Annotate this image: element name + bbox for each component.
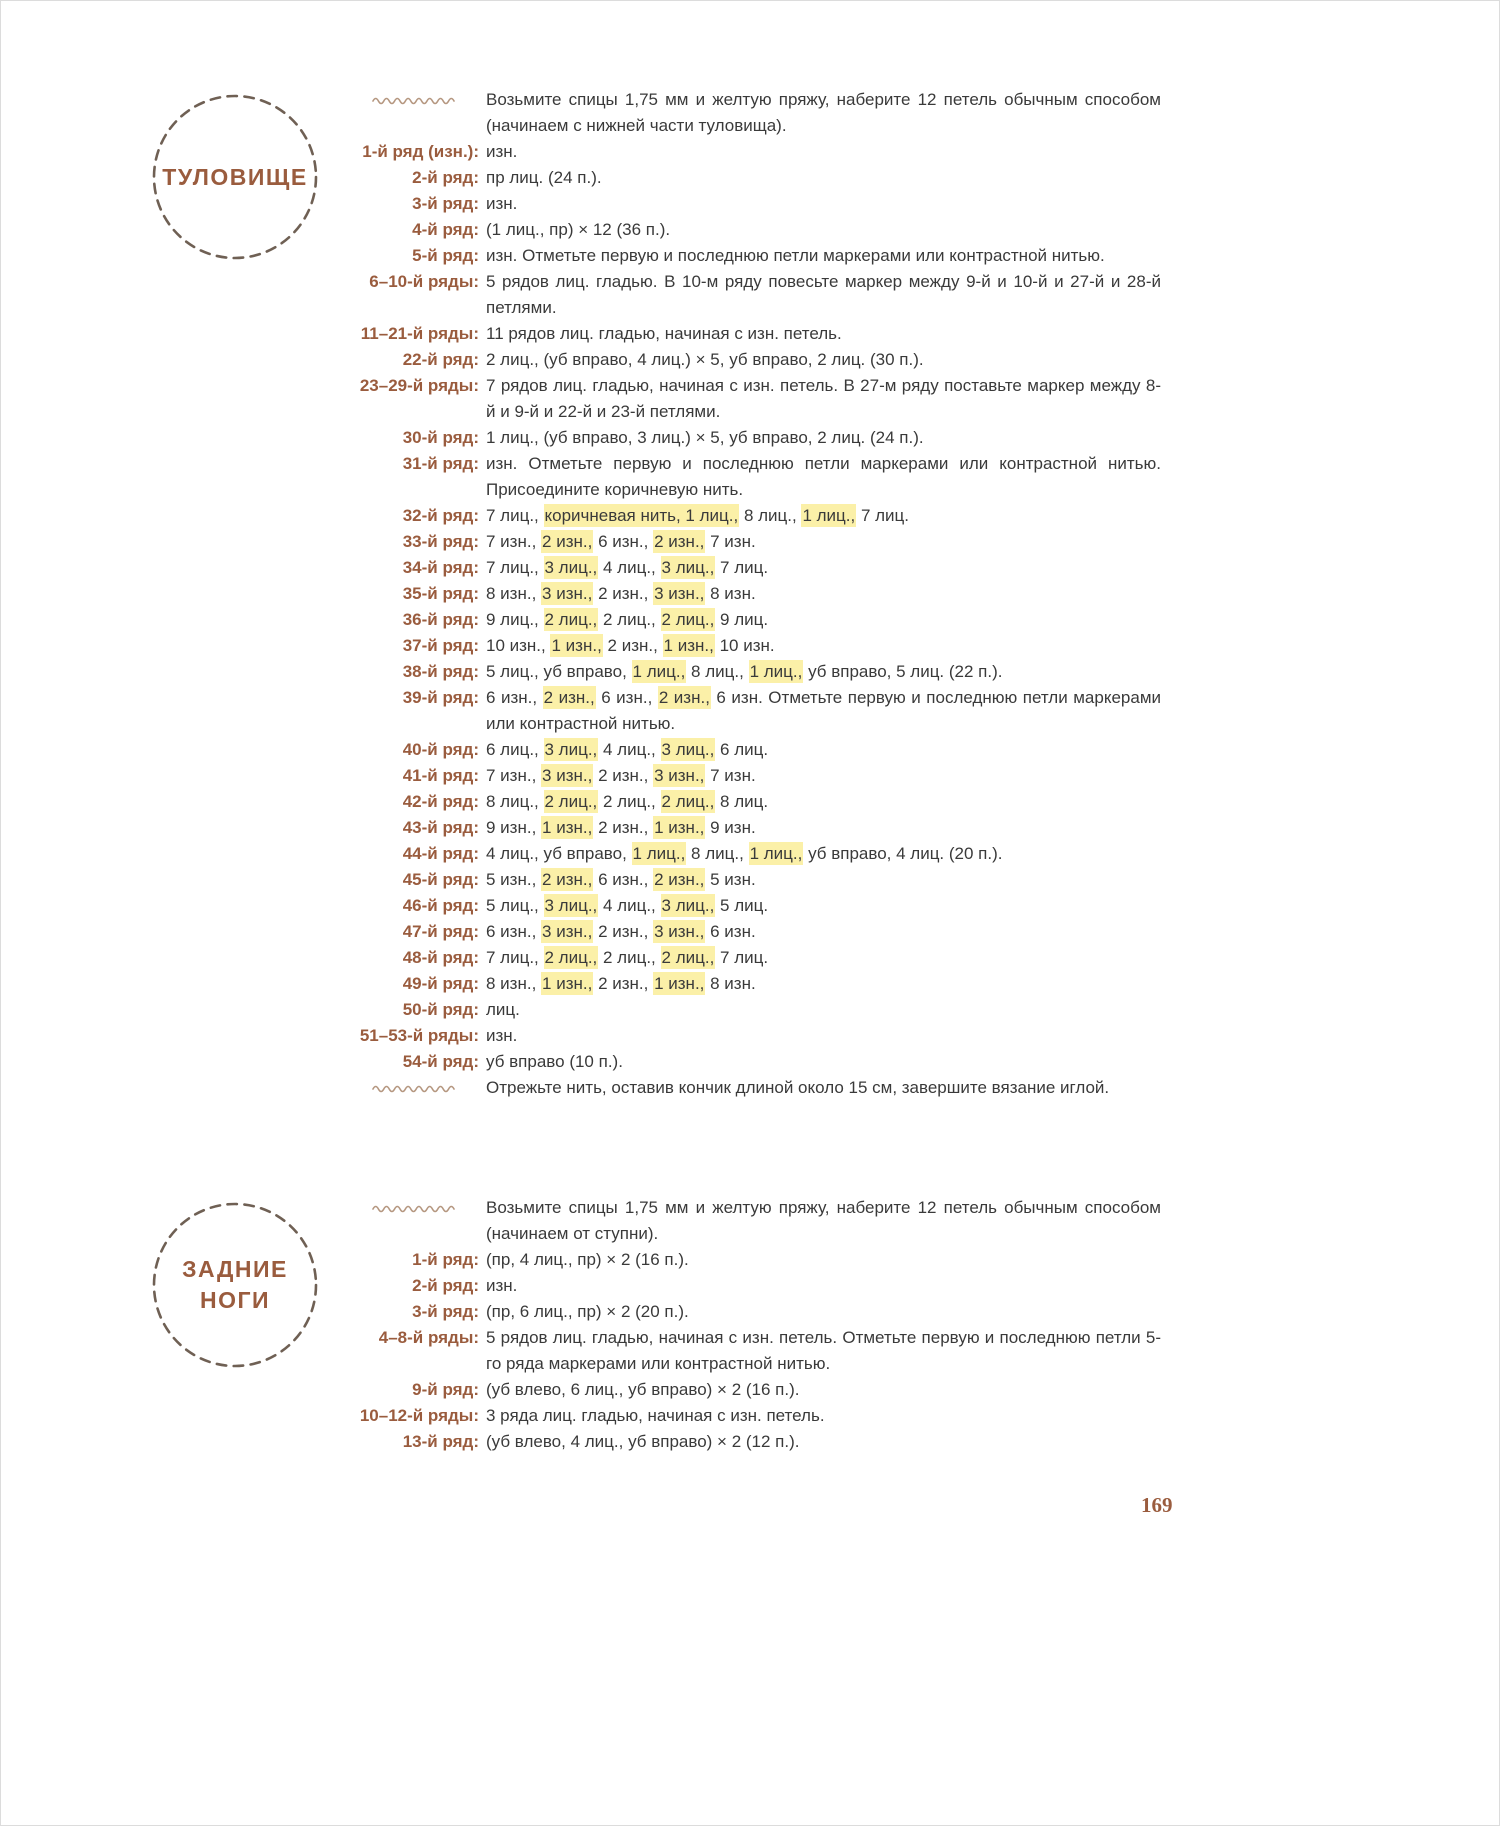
instruction-row [359, 139, 1161, 165]
row-label: 1-й ряд: [412, 1250, 479, 1269]
highlighted-stitches: 2 лиц., [661, 792, 715, 811]
row-instruction: 8 изн., 1 изн., 2 изн., 1 изн., 8 изн. [486, 974, 756, 993]
instruction-row [359, 1403, 1161, 1429]
highlighted-stitches: 2 изн., [542, 532, 593, 551]
row-instruction: (пр, 4 лиц., пр) × 2 (16 п.). [486, 1250, 689, 1269]
instruction-row [359, 1075, 1161, 1101]
row-instruction: 9 изн., 1 изн., 2 изн., 1 изн., 9 изн. [486, 818, 756, 837]
row-instruction: 7 рядов лиц. гладью, начиная с изн. петель. В 27-м ряду поставьте маркер между 8-й и 9-й и 22-й и 23-й петлями. [486, 376, 1161, 421]
row-instruction: 10 изн., 1 изн., 2 изн., 1 изн., 10 изн. [486, 636, 775, 655]
instruction-row [359, 1429, 1161, 1455]
row-instruction: 5 лиц., 3 лиц., 4 лиц., 3 лиц., 5 лиц. [486, 896, 769, 915]
row-instruction: изн. [486, 1026, 518, 1045]
row-label: 48-й ряд: [402, 948, 479, 967]
wave-cell [359, 87, 479, 113]
row-instruction: 5 рядов лиц. гладью. В 10-м ряду повесьте маркер между 9-й и 10-й и 27-й и 28-й петлями. [486, 272, 1161, 317]
row-label: 23–29-й ряды: [359, 376, 479, 395]
instruction-row [359, 997, 1161, 1023]
pattern-section-back-legs [1, 1195, 1499, 1455]
row-label: 3-й ряд: [412, 1302, 479, 1321]
instruction-row [359, 243, 1161, 269]
highlighted-stitches: 3 изн., [654, 584, 705, 603]
row-instruction: (уб влево, 6 лиц., уб вправо) × 2 (16 п.). [486, 1380, 800, 1399]
instruction-row [359, 581, 1161, 607]
row-instruction: (пр, 6 лиц., пр) × 2 (20 п.). [486, 1302, 689, 1321]
highlighted-stitches: 1 лиц., [802, 506, 856, 525]
section-title-line: НОГИ [199, 1287, 271, 1313]
row-label: 6–10-й ряды: [369, 272, 479, 291]
instruction-row [359, 1325, 1161, 1377]
row-instruction: 7 лиц., 2 лиц., 2 лиц., 2 лиц., 7 лиц. [486, 948, 769, 967]
row-instruction: 6 изн., 2 изн., 6 изн., 2 изн., 6 изн. Отметьте первую и последнюю петли маркерами или контрастной нитью. [486, 688, 1161, 733]
highlighted-stitches: 3 изн., [542, 766, 593, 785]
instruction-row [359, 1299, 1161, 1325]
highlighted-stitches: 3 изн., [654, 922, 705, 941]
instruction-row [359, 841, 1161, 867]
highlighted-stitches: 3 лиц., [544, 896, 598, 915]
row-label: 13-й ряд: [402, 1432, 479, 1451]
row-label: 50-й ряд: [402, 1000, 479, 1019]
highlighted-stitches: 3 изн., [542, 922, 593, 941]
row-instruction: 9 лиц., 2 лиц., 2 лиц., 2 лиц., 9 лиц. [486, 610, 769, 629]
row-label: 47-й ряд: [402, 922, 479, 941]
row-instruction: 6 изн., 3 изн., 2 изн., 3 изн., 6 изн. [486, 922, 756, 941]
instruction-row [359, 685, 1161, 737]
row-instruction: 5 рядов лиц. гладью, начиная с изн. петель. Отметьте первую и последнюю петли 5-го ряда маркерами или контрастной нитью. [486, 1328, 1161, 1373]
row-label: 4-й ряд: [412, 220, 479, 239]
row-label: 46-й ряд: [402, 896, 479, 915]
instruction-row [359, 1273, 1161, 1299]
wave-divider-icon [371, 1202, 457, 1214]
row-instruction: 11 рядов лиц. гладью, начиная с изн. петель. [486, 324, 842, 343]
instruction-row [359, 503, 1161, 529]
row-instruction: 5 лиц., уб вправо, 1 лиц., 8 лиц., 1 лиц., уб вправо, 5 лиц. (22 п.). [486, 662, 1003, 681]
row-label: 39-й ряд: [402, 688, 479, 707]
highlighted-stitches: 1 изн., [542, 818, 593, 837]
page-number: 169 [1141, 1493, 1173, 1517]
highlighted-stitches: 1 изн., [654, 818, 705, 837]
instruction-row [359, 321, 1161, 347]
instruction-row [359, 945, 1161, 971]
row-instruction: Отрежьте нить, оставив кончик длиной около 15 см, завершите вязание иглой. [486, 1078, 1110, 1097]
highlighted-stitches: 2 лиц., [544, 792, 598, 811]
section-title [151, 93, 319, 261]
highlighted-stitches: 1 изн., [551, 636, 602, 655]
highlighted-stitches: 3 изн., [542, 584, 593, 603]
row-instruction: пр лиц. (24 п.). [486, 168, 602, 187]
row-instruction: 7 изн., 2 изн., 6 изн., 2 изн., 7 изн. [486, 532, 756, 551]
row-instruction: 5 изн., 2 изн., 6 изн., 2 изн., 5 изн. [486, 870, 756, 889]
wave-divider-icon [371, 94, 457, 106]
highlighted-stitches: 1 лиц., [632, 844, 686, 863]
row-instruction: 3 ряда лиц. гладью, начиная с изн. петель. [486, 1406, 825, 1425]
highlighted-stitches: 2 изн., [658, 688, 710, 707]
highlighted-stitches: 3 лиц., [544, 558, 598, 577]
row-instruction: Возьмите спицы 1,75 мм и желтую пряжу, наберите 12 петель обычным способом (начинаем от ступни). [486, 1198, 1161, 1243]
wave-cell [359, 1195, 479, 1221]
row-instruction: 8 лиц., 2 лиц., 2 лиц., 2 лиц., 8 лиц. [486, 792, 769, 811]
section-title-line: ЗАДНИЕ [182, 1256, 288, 1282]
section-badge [151, 93, 319, 261]
highlighted-stitches: 2 изн., [654, 532, 705, 551]
instruction-row [359, 555, 1161, 581]
highlighted-stitches: 1 изн., [542, 974, 593, 993]
section-title [151, 1201, 319, 1369]
instruction-row [359, 893, 1161, 919]
instruction-row [359, 529, 1161, 555]
instruction-row [359, 217, 1161, 243]
section-badge [151, 1201, 319, 1369]
highlighted-stitches: 2 изн., [543, 688, 595, 707]
highlighted-stitches: 3 лиц., [661, 558, 715, 577]
highlighted-stitches: 1 лиц., [749, 662, 803, 681]
row-instruction: Возьмите спицы 1,75 мм и желтую пряжу, наберите 12 петель обычным способом (начинаем с нижней части туловища). [486, 90, 1161, 135]
row-label: 37-й ряд: [402, 636, 479, 655]
instruction-row [359, 1049, 1161, 1075]
row-label: 33-й ряд: [402, 532, 479, 551]
row-label: 30-й ряд: [402, 428, 479, 447]
row-label: 34-й ряд: [402, 558, 479, 577]
row-label: 22-й ряд: [402, 350, 479, 369]
instruction-row [359, 1195, 1161, 1247]
row-instruction: 8 изн., 3 изн., 2 изн., 3 изн., 8 изн. [486, 584, 756, 603]
wave-divider-icon [371, 1082, 457, 1094]
row-instruction: изн. [486, 142, 518, 161]
highlighted-stitches: 2 изн., [654, 870, 705, 889]
instruction-row [359, 165, 1161, 191]
highlighted-stitches: 2 лиц., [661, 948, 715, 967]
instruction-row [359, 815, 1161, 841]
highlighted-stitches: 3 лиц., [661, 740, 715, 759]
highlighted-stitches: коричневая нить, 1 лиц., [544, 506, 739, 525]
instruction-row [359, 659, 1161, 685]
instruction-row [359, 633, 1161, 659]
instruction-row [359, 451, 1161, 503]
row-label: 5-й ряд: [412, 246, 479, 265]
row-label: 1-й ряд (изн.): [362, 142, 479, 161]
pattern-section-body [1, 87, 1499, 1101]
row-label: 41-й ряд: [402, 766, 479, 785]
row-label: 2-й ряд: [412, 1276, 479, 1295]
highlighted-stitches: 2 лиц., [661, 610, 715, 629]
highlighted-stitches: 3 лиц., [661, 896, 715, 915]
row-instruction: 4 лиц., уб вправо, 1 лиц., 8 лиц., 1 лиц., уб вправо, 4 лиц. (20 п.). [486, 844, 1003, 863]
row-instruction: (уб влево, 4 лиц., уб вправо) × 2 (12 п.). [486, 1432, 800, 1451]
instruction-row [359, 269, 1161, 321]
wave-cell [359, 1075, 479, 1101]
row-instruction: 1 лиц., (уб вправо, 3 лиц.) × 5, уб вправо, 2 лиц. (24 п.). [486, 428, 924, 447]
row-label: 45-й ряд: [402, 870, 479, 889]
row-instruction: изн. Отметьте первую и последнюю петли маркерами или контрастной нитью. [486, 246, 1105, 265]
instruction-rows [359, 1195, 1161, 1455]
row-label: 32-й ряд: [402, 506, 479, 525]
highlighted-stitches: 2 изн., [542, 870, 593, 889]
row-label: 38-й ряд: [402, 662, 479, 681]
highlighted-stitches: 1 лиц., [749, 844, 803, 863]
instruction-row [359, 347, 1161, 373]
row-instruction: уб вправо (10 п.). [486, 1052, 623, 1071]
highlighted-stitches: 2 лиц., [544, 948, 598, 967]
instruction-row [359, 373, 1161, 425]
highlighted-stitches: 1 изн., [663, 636, 714, 655]
row-instruction: лиц. [486, 1000, 520, 1019]
row-instruction: 7 изн., 3 изн., 2 изн., 3 изн., 7 изн. [486, 766, 756, 785]
row-instruction: изн. [486, 194, 518, 213]
instruction-row [359, 1247, 1161, 1273]
row-label: 10–12-й ряды: [359, 1406, 479, 1425]
row-label: 43-й ряд: [402, 818, 479, 837]
instruction-row [359, 789, 1161, 815]
instruction-rows [359, 87, 1161, 1101]
row-instruction: изн. Отметьте первую и последнюю петли маркерами или контрастной нитью. Присоедините коричневую нить. [486, 454, 1161, 499]
row-label: 44-й ряд: [402, 844, 479, 863]
pattern-content [1, 1, 1499, 1455]
row-instruction: 6 лиц., 3 лиц., 4 лиц., 3 лиц., 6 лиц. [486, 740, 769, 759]
row-label: 2-й ряд: [412, 168, 479, 187]
instruction-row [359, 87, 1161, 139]
row-instruction: 7 лиц., коричневая нить, 1 лиц., 8 лиц., 1 лиц., 7 лиц. [486, 506, 910, 525]
sections [1, 87, 1499, 1455]
row-instruction: (1 лиц., пр) × 12 (36 п.). [486, 220, 671, 239]
instruction-row [359, 919, 1161, 945]
row-label: 42-й ряд: [402, 792, 479, 811]
row-instruction: изн. [486, 1276, 518, 1295]
row-label: 49-й ряд: [402, 974, 479, 993]
row-label: 40-й ряд: [402, 740, 479, 759]
instruction-row [359, 607, 1161, 633]
highlighted-stitches: 2 лиц., [544, 610, 598, 629]
highlighted-stitches: 1 лиц., [632, 662, 686, 681]
instruction-row [359, 867, 1161, 893]
row-label: 3-й ряд: [412, 194, 479, 213]
highlighted-stitches: 3 лиц., [544, 740, 598, 759]
row-label: 11–21-й ряды: [360, 324, 479, 343]
highlighted-stitches: 1 изн., [654, 974, 705, 993]
instruction-row [359, 191, 1161, 217]
instruction-row [359, 971, 1161, 997]
instruction-row [359, 737, 1161, 763]
section-title-line: ТУЛОВИЩЕ [162, 163, 308, 190]
row-label: 54-й ряд: [402, 1052, 479, 1071]
row-label: 4–8-й ряды: [378, 1328, 479, 1347]
row-label: 31-й ряд: [402, 454, 479, 473]
row-instruction: 7 лиц., 3 лиц., 4 лиц., 3 лиц., 7 лиц. [486, 558, 769, 577]
highlighted-stitches: 3 изн., [654, 766, 705, 785]
instruction-row [359, 425, 1161, 451]
instruction-row [359, 763, 1161, 789]
row-label: 51–53-й ряды: [359, 1026, 479, 1045]
row-label: 36-й ряд: [402, 610, 479, 629]
row-instruction: 2 лиц., (уб вправо, 4 лиц.) × 5, уб вправо, 2 лиц. (30 п.). [486, 350, 924, 369]
instruction-row [359, 1377, 1161, 1403]
row-label: 9-й ряд: [412, 1380, 479, 1399]
row-label: 35-й ряд: [402, 584, 479, 603]
instruction-row [359, 1023, 1161, 1049]
